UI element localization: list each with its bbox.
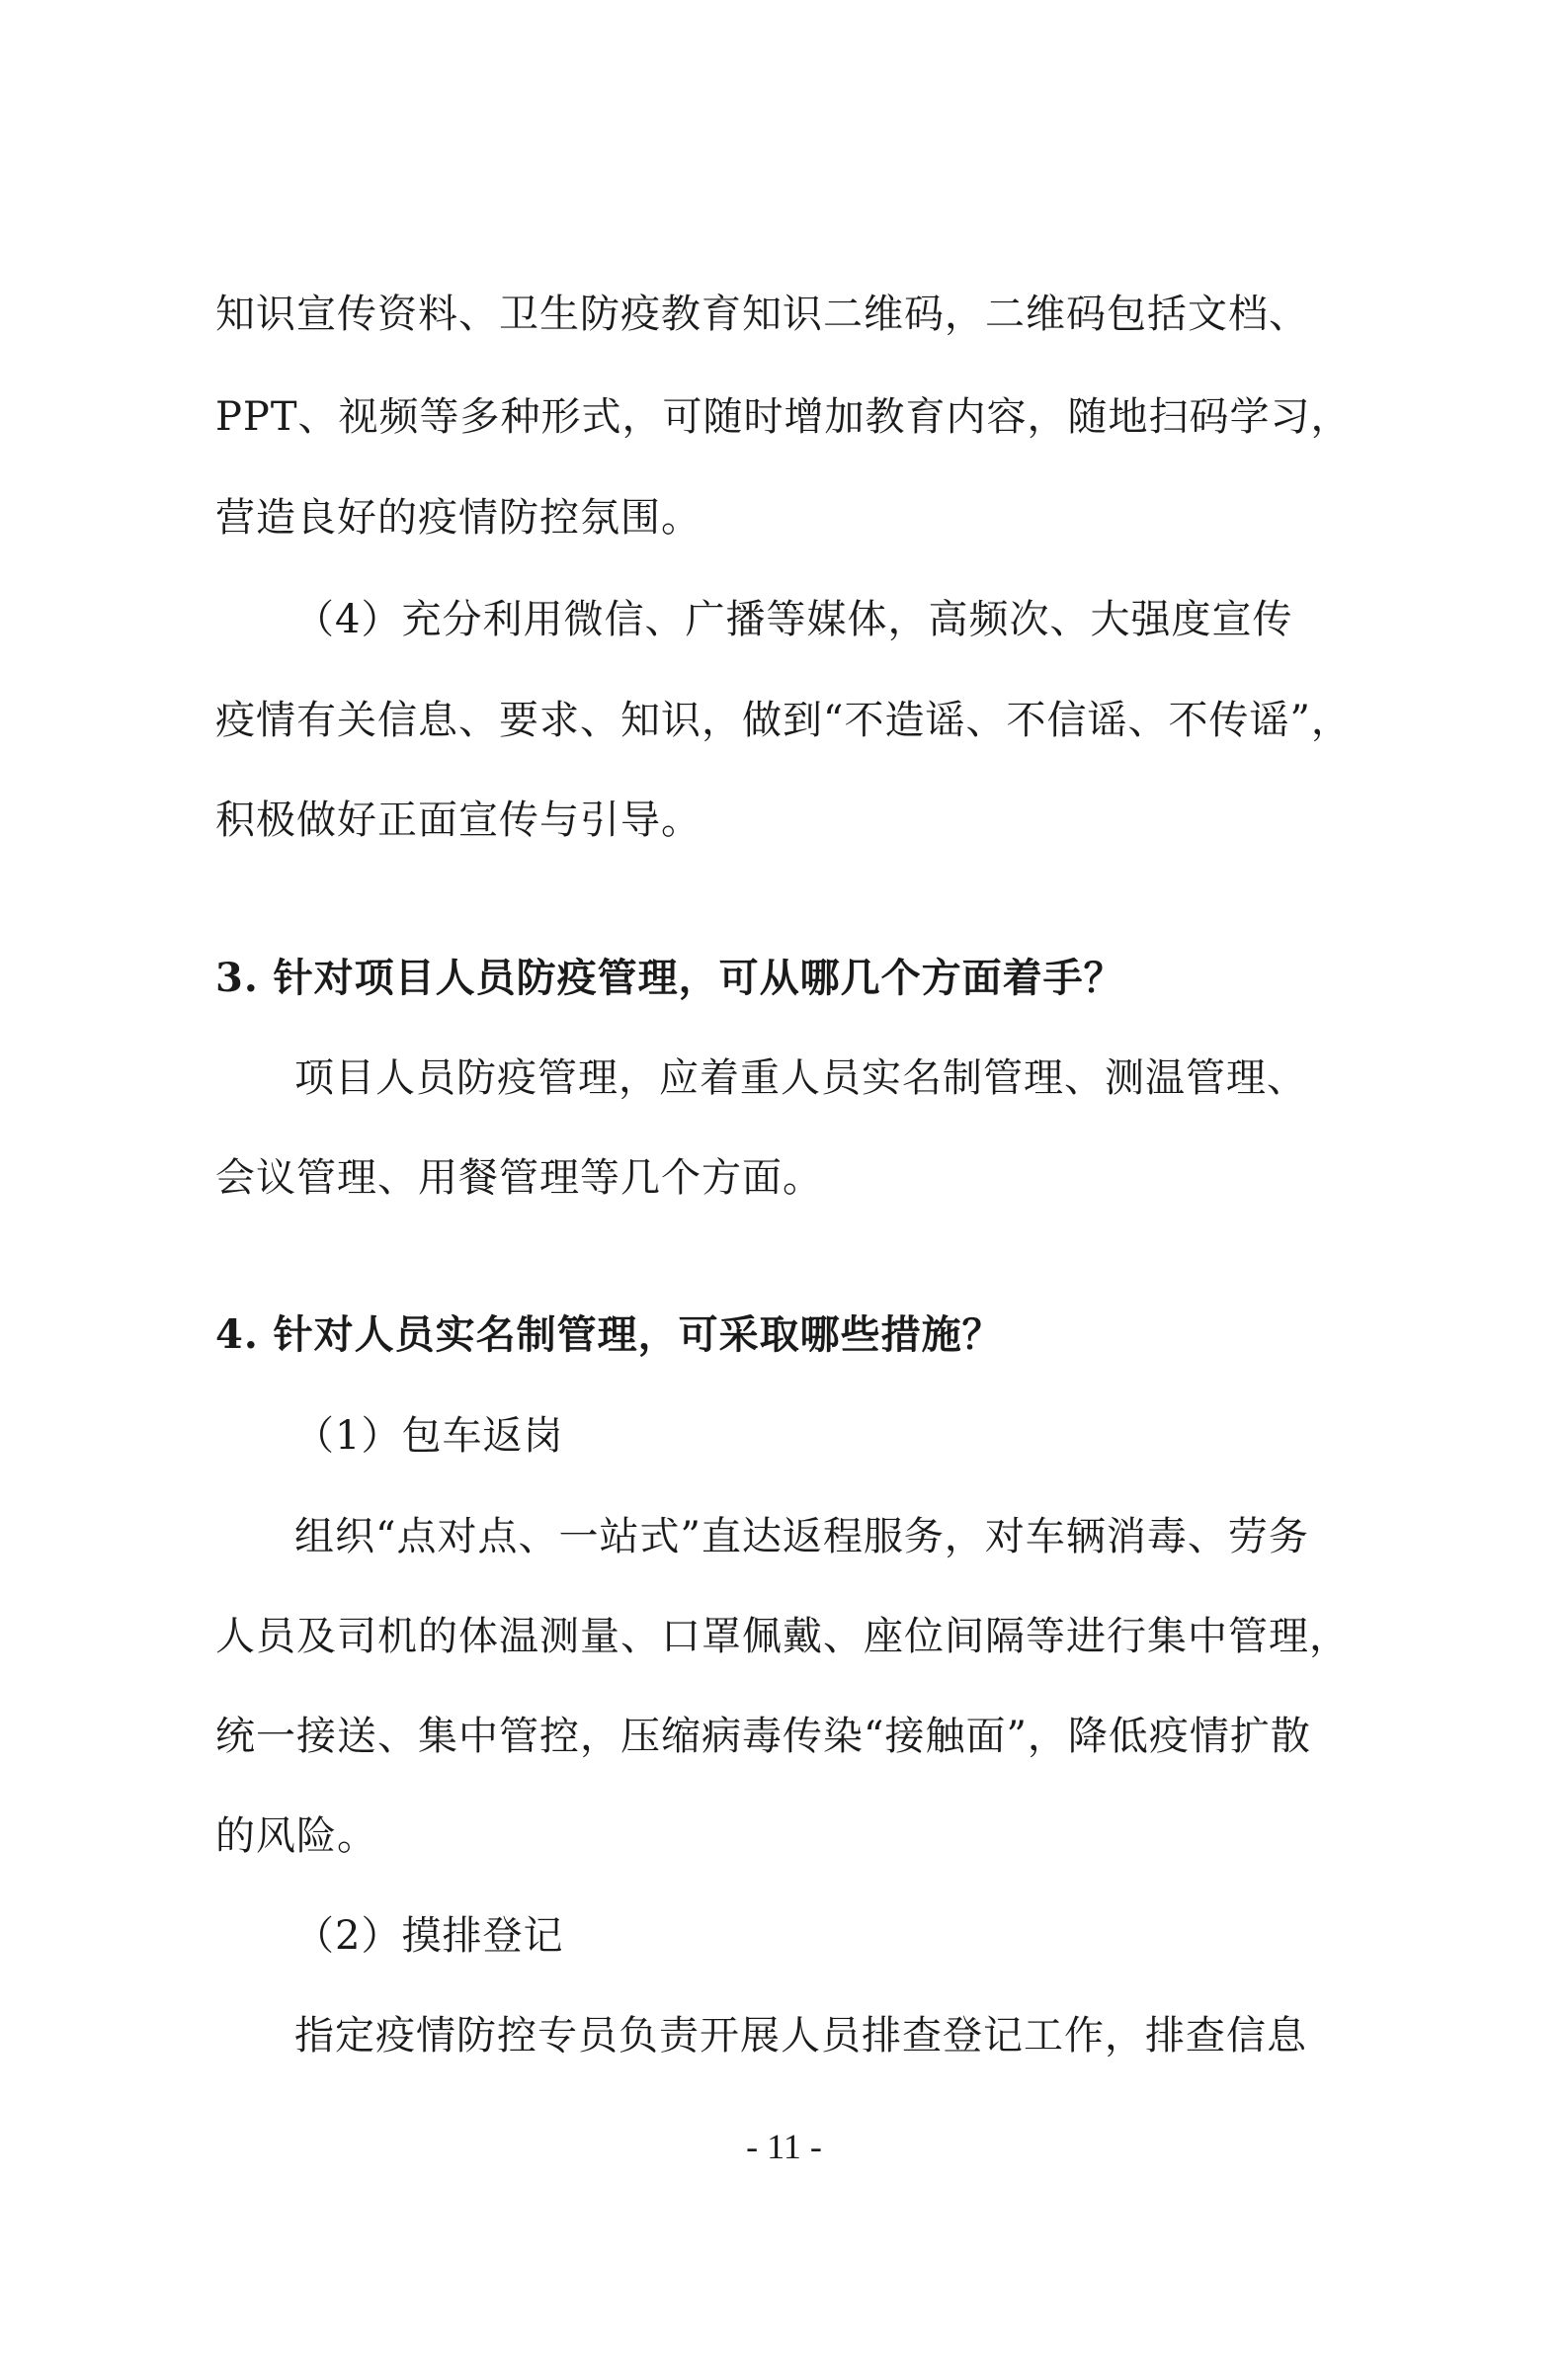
body-text-line: 会议管理、用餐管理等几个方面。 <box>215 1155 823 1201</box>
body-text-line: 统一接送、集中管控，压缩病毒传染“接触面”，降低疫情扩散 <box>215 1714 1311 1759</box>
body-text-line: 的风险。 <box>215 1813 377 1859</box>
body-text-line: 人员及司机的体温测量、口罩佩戴、座位间隔等进行集中管理， <box>215 1614 1350 1659</box>
page-number: - 11 - <box>746 2127 822 2166</box>
body-text-line: 组织“点对点、一站式”直达返程服务，对车辆消毒、劳务 <box>294 1514 1309 1559</box>
section-heading: 4. 针对人员实名制管理，可采取哪些措施？ <box>215 1311 1003 1358</box>
body-text-line: （4）充分利用微信、广播等媒体，高频次、大强度宣传 <box>294 597 1293 642</box>
sub-heading: （2）摸排登记 <box>294 1913 564 1959</box>
body-text-line: 营造良好的疫情防控氛围。 <box>215 495 701 541</box>
body-text-line: 项目人员防疫管理，应着重人员实名制管理、测温管理、 <box>294 1055 1307 1101</box>
body-text-line: 疫情有关信息、要求、知识，做到“不造谣、不信谣、不传谣”， <box>215 698 1352 743</box>
body-text-line: 积极做好正面宣传与引导。 <box>215 798 701 843</box>
sub-heading: （1）包车返岗 <box>294 1413 564 1459</box>
body-text-line: PPT、视频等多种形式，可随时增加教育内容，随地扫码学习， <box>215 394 1352 440</box>
body-text-line: 知识宣传资料、卫生防疫教育知识二维码，二维码包括文档、 <box>215 292 1309 337</box>
section-heading: 3. 针对项目人员防疫管理，可从哪几个方面着手？ <box>215 955 1124 1001</box>
body-text-line: 指定疫情防控专员负责开展人员排查登记工作，排查信息 <box>294 2013 1307 2059</box>
